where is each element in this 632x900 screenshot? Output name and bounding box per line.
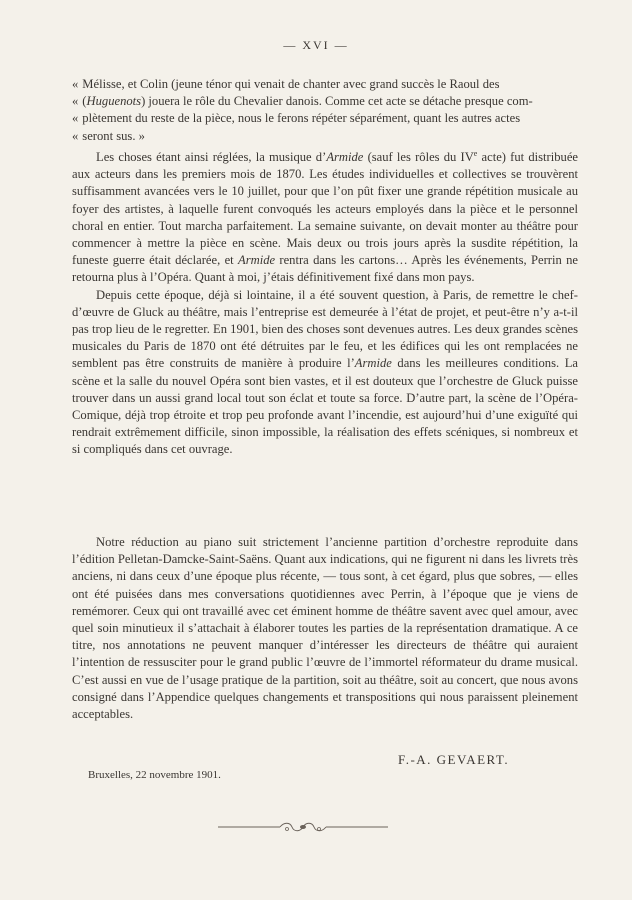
quote-mark: «	[72, 77, 79, 91]
quote-mark: «	[72, 111, 79, 126]
text-block-lower	[72, 534, 578, 723]
quote-mark: «	[72, 128, 79, 143]
quote-text: seront sus. »	[82, 128, 145, 143]
opera-title: Armide	[326, 150, 364, 164]
page-folio: — XVI —	[283, 38, 349, 52]
quote-line: « (Huguenots) jouera le rôle du Chevalier danois. Comme cet acte se détache presque com-	[72, 94, 533, 109]
quote-text: ) jouera le rôle du Chevalier danois. Comme cet acte se détache presque com-	[141, 94, 533, 109]
quote-line	[72, 76, 578, 93]
ornament-icon	[218, 820, 388, 839]
paragraph: Notre réduction au piano suit strictement l’ancienne partition d’orchestre reproduite dans l’édition Pelletan-Damcke-Saint-Saëns. Quant aux indications, qui ne figurent ni dans les livrets très anciens, ni dans ceux d’une époque plus récente, — tous sont, à cet égard, plus que sobres, — elles ont été puisées dans mes conversations quotidiennes avec Perrin, à l’époque que je viens de remémorer. Ceux qui ont travaillé avec cet éminent homme de théâtre savent avec quel amour, avec quel soin minutieux il s’attachait à élaborer toutes les parties de la représentation dramatique. A ce titre, nos annotations ne peuvent manquer d’intéresser les directeurs de théâtre qui auraient l’intention de ressusciter pour le grand public l’œuvre de l’immortel réformateur du drame musical. C’est aussi en vue de l’usage pratique de la partition, soit au théâtre, soit au concert, que nous avons consigné dans l’Appendice quelques changements et transpositions qui nous paraissent pleinement acceptables.	[72, 535, 578, 722]
text-block-upper	[72, 76, 578, 459]
opera-title: Huguenots	[86, 94, 142, 109]
paragraph: Les choses étant ainsi réglées, la musique d’Armide (sauf les rôles du IVe acte) fut distribuée aux acteurs dans les premiers mois de 1870. Les études individuelles et collectives se trouvèrent suffisamment avancées vers le 10 juillet, pour que l’on pût fixer une grande répétition musicale au foyer des artistes, à laquelle furent convoqués les acteurs employés dans la pièce et le personnel choral en entier. Tout marcha parfaitement. La semaine suivante, on devait monter au théâtre pour commencer à mettre la pièce en scène. Mais deux ou trois jours après la susdite répétition, la funeste guerre était déclarée, et Armide rentra dans les cartons… Après les événements, Perrin ne retourna plus à l’Opéra. Quant à moi, j’étais définitivement fixé dans mon pays.	[72, 148, 578, 285]
quote-text: plètement du reste de la pièce, nous le ferons répéter séparément, quant les autres actes	[82, 111, 521, 126]
opera-title: Armide	[238, 253, 276, 268]
signature: F.-A. GEVAERT.	[398, 752, 510, 767]
opera-title: Armide	[354, 356, 392, 371]
quote-line	[72, 128, 578, 145]
quote-line	[72, 110, 578, 127]
quote-mark: «	[72, 94, 79, 109]
place-date: Bruxelles, 22 novembre 1901.	[88, 769, 221, 781]
quote-text: Mélisse, et Colin (jeune ténor qui venait de chanter avec grand succès le Raoul des	[82, 77, 500, 91]
paragraph: Depuis cette époque, déjà si lointaine, il a été souvent question, à Paris, de remettre le chef-d’œuvre de Gluck au théâtre, mais l’entreprise est demeurée à l’état de projet, et peut-être n’y a-t-il pas trop lieu de le regretter. En 1901, bien des choses sont devenues autres. Les deux grandes scènes musicales du Paris de 1870 ont été détruites par le feu, et les édifices qui les ont remplacées ne semblent pas être construits de manière à produire l’Armide dans les meilleures conditions. La scène et la salle du nouvel Opéra sont bien vastes, et il est douteux que l’orchestre de Gluck puisse trouver dans un aussi grand local tout son éclat et toute sa force. D’autre part, la scène de l’Opéra-Comique, déjà trop étroite et trop peu profonde avant l’incendie, est aujourd’hui d’une exiguïté qui rendrait extrêmement difficile, sinon impossible, la réalisation des effets scéniques, si nombreux et si compliqués dans cet ouvrage.	[72, 287, 578, 457]
